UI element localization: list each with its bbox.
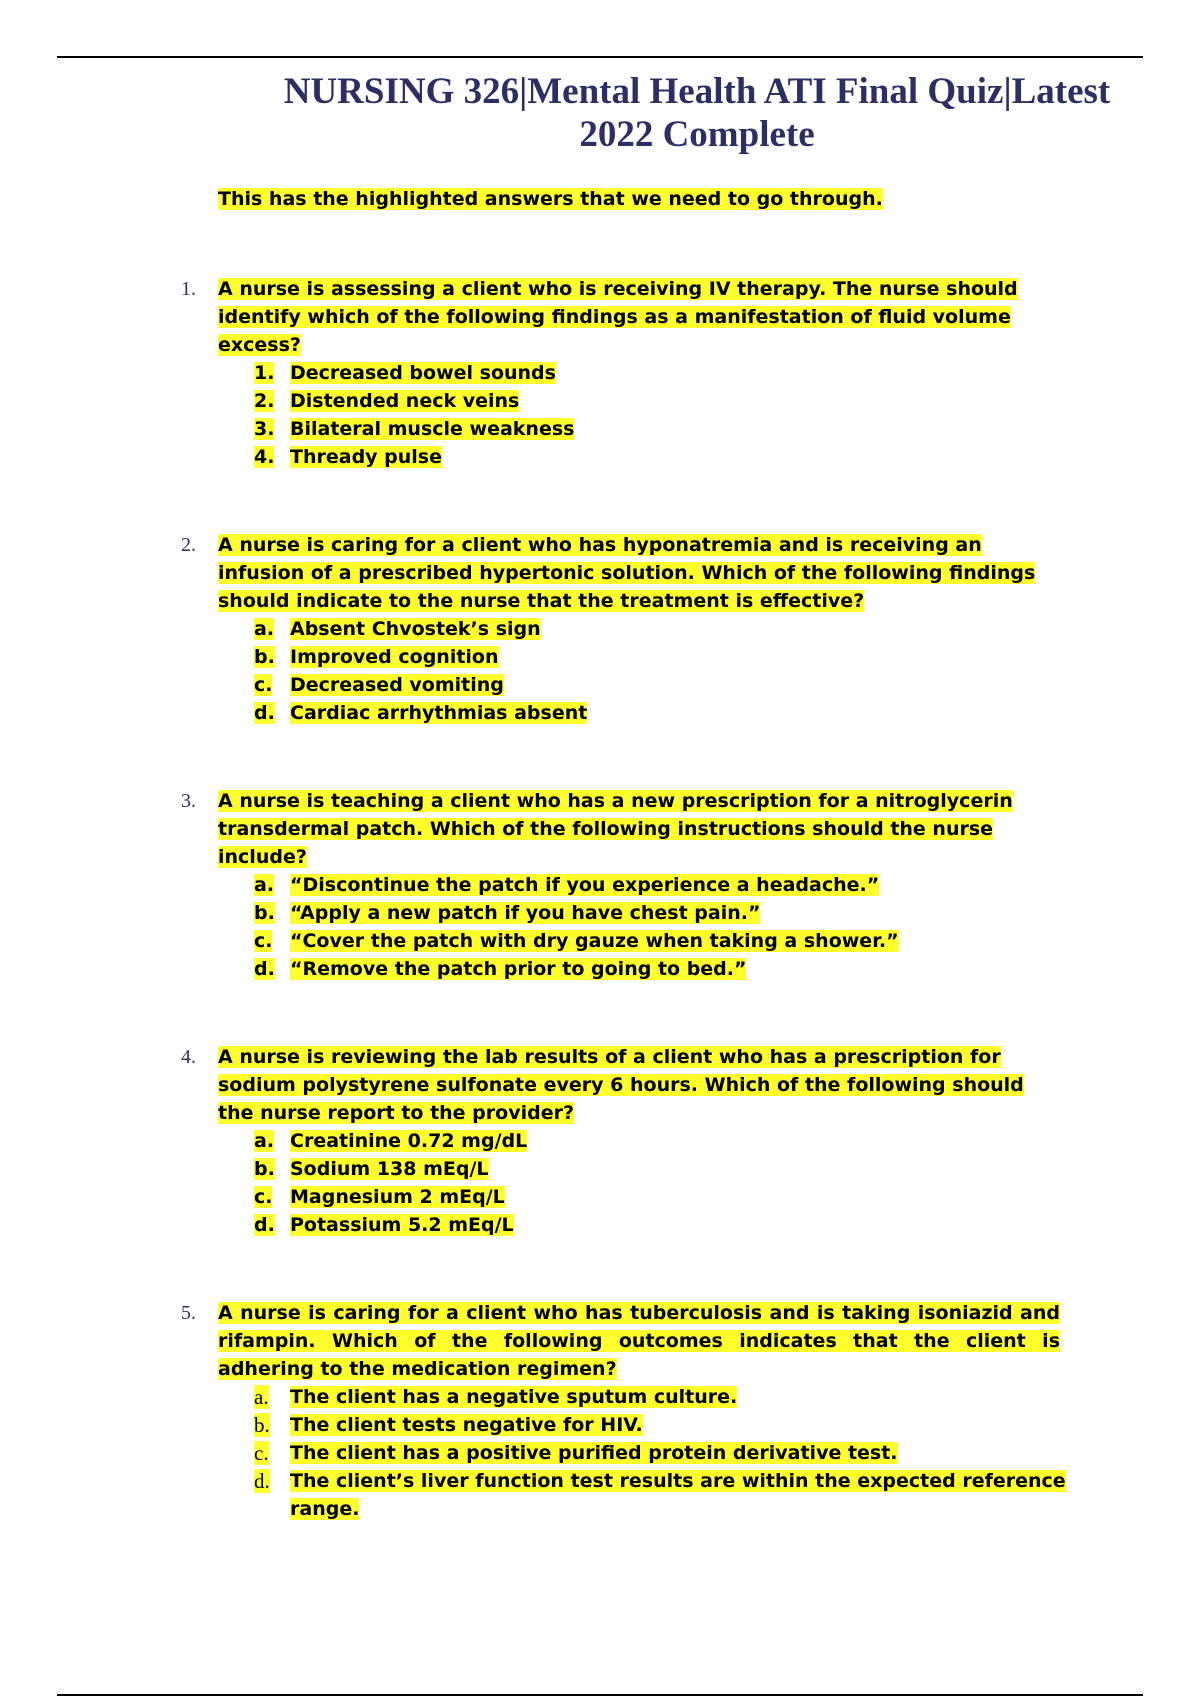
intro-text: This has the highlighted answers that we need to go through.: [218, 188, 883, 210]
option-3: [254, 415, 1084, 443]
option-text: Thready pulse: [290, 446, 442, 468]
option-label: d.: [254, 1214, 275, 1236]
option-label: a.: [254, 1130, 275, 1152]
option-label: a.: [254, 874, 275, 896]
option-text: The client has a positive purified protein derivative test.: [290, 1442, 898, 1464]
question-number: 5.: [181, 1302, 196, 1324]
options-list: [254, 1127, 1084, 1239]
option-label: b.: [254, 1413, 270, 1437]
option-text: Magnesium 2 mEq/L: [290, 1186, 505, 1208]
intro-note: [218, 185, 883, 213]
option-d: [254, 1211, 1084, 1239]
document-title: [232, 70, 1162, 156]
options-list: [254, 615, 1084, 727]
option-text: The client has a negative sputum culture.: [290, 1386, 738, 1408]
question-number: 4.: [181, 1046, 196, 1068]
option-text: Absent Chvostek’s sign: [290, 618, 541, 640]
option-4: [254, 443, 1084, 471]
option-c: [254, 671, 1084, 699]
option-b: [254, 1155, 1084, 1183]
option-1: [254, 359, 1084, 387]
option-d: [254, 1467, 1084, 1523]
option-text: The client’s liver function test results are within the expected reference range.: [290, 1470, 1066, 1520]
title-line-1: NURSING 326|Mental Health ATI Final Quiz|Latest: [283, 71, 1111, 112]
question-stem: A nurse is teaching a client who has a new prescription for a nitroglycerin transdermal patch. Which of the following instructions should the nurse include?: [218, 790, 1013, 868]
option-b: [254, 899, 1084, 927]
option-text: Creatinine 0.72 mg/dL: [290, 1130, 528, 1152]
bottom-rule: [57, 1694, 1143, 1696]
title-line-2: 2022 Complete: [579, 114, 815, 155]
option-label: a.: [254, 1385, 269, 1409]
option-a: [254, 871, 1084, 899]
option-text: “Apply a new patch if you have chest pain.”: [290, 902, 761, 924]
option-text: Decreased vomiting: [290, 674, 504, 696]
question-stem: A nurse is caring for a client who has tuberculosis and is taking isoniazid and rifampin. Which of the following outcomes indicates that the client is adhering to the medication regimen?: [218, 1302, 1060, 1380]
option-label: b.: [254, 646, 275, 668]
option-c: [254, 927, 1084, 955]
option-text: “Cover the patch with dry gauze when taking a shower.”: [290, 930, 899, 952]
question-number: 3.: [181, 790, 196, 812]
option-c: [254, 1183, 1084, 1211]
option-label: 4.: [254, 446, 275, 468]
top-rule: [57, 56, 1143, 58]
option-label: c.: [254, 674, 273, 696]
option-a: [254, 615, 1084, 643]
options-list: [254, 871, 1084, 983]
option-text: Distended neck veins: [290, 390, 520, 412]
option-text: Decreased bowel sounds: [290, 362, 556, 384]
option-b: [254, 643, 1084, 671]
option-a: [254, 1383, 1084, 1411]
option-label: c.: [254, 1186, 273, 1208]
question-stem: A nurse is assessing a client who is receiving IV therapy. The nurse should identify which of the following findings as a manifestation of fluid volume excess?: [218, 278, 1018, 356]
options-list: [254, 1383, 1084, 1523]
option-text: The client tests negative for HIV.: [290, 1414, 643, 1436]
option-label: 2.: [254, 390, 275, 412]
option-text: Bilateral muscle weakness: [290, 418, 575, 440]
option-label: d.: [254, 1469, 270, 1493]
option-d: [254, 699, 1084, 727]
option-a: [254, 1127, 1084, 1155]
question-stem: A nurse is caring for a client who has hyponatremia and is receiving an infusion of a prescribed hypertonic solution. Which of the following findings should indicate to the nurse that the treatment is effective?: [218, 534, 1036, 612]
options-list: [254, 359, 1084, 471]
option-text: Potassium 5.2 mEq/L: [290, 1214, 514, 1236]
option-2: [254, 387, 1084, 415]
option-c: [254, 1439, 1084, 1467]
option-label: 3.: [254, 418, 275, 440]
option-label: a.: [254, 618, 275, 640]
option-text: Sodium 138 mEq/L: [290, 1158, 489, 1180]
option-text: “Discontinue the patch if you experience a headache.”: [290, 874, 880, 896]
option-label: b.: [254, 902, 275, 924]
option-text: Cardiac arrhythmias absent: [290, 702, 588, 724]
option-label: b.: [254, 1158, 275, 1180]
option-label: d.: [254, 702, 275, 724]
option-d: [254, 955, 1084, 983]
option-text: “Remove the patch prior to going to bed.”: [290, 958, 747, 980]
question-stem: A nurse is reviewing the lab results of a client who has a prescription for sodium polystyrene sulfonate every 6 hours. Which of the following should the nurse report to the provider?: [218, 1046, 1024, 1124]
option-label: 1.: [254, 362, 275, 384]
option-label: c.: [254, 930, 273, 952]
question-number: 1.: [181, 278, 196, 300]
option-label: d.: [254, 958, 275, 980]
option-label: c.: [254, 1441, 269, 1465]
question-number: 2.: [181, 534, 196, 556]
option-b: [254, 1411, 1084, 1439]
option-text: Improved cognition: [290, 646, 499, 668]
